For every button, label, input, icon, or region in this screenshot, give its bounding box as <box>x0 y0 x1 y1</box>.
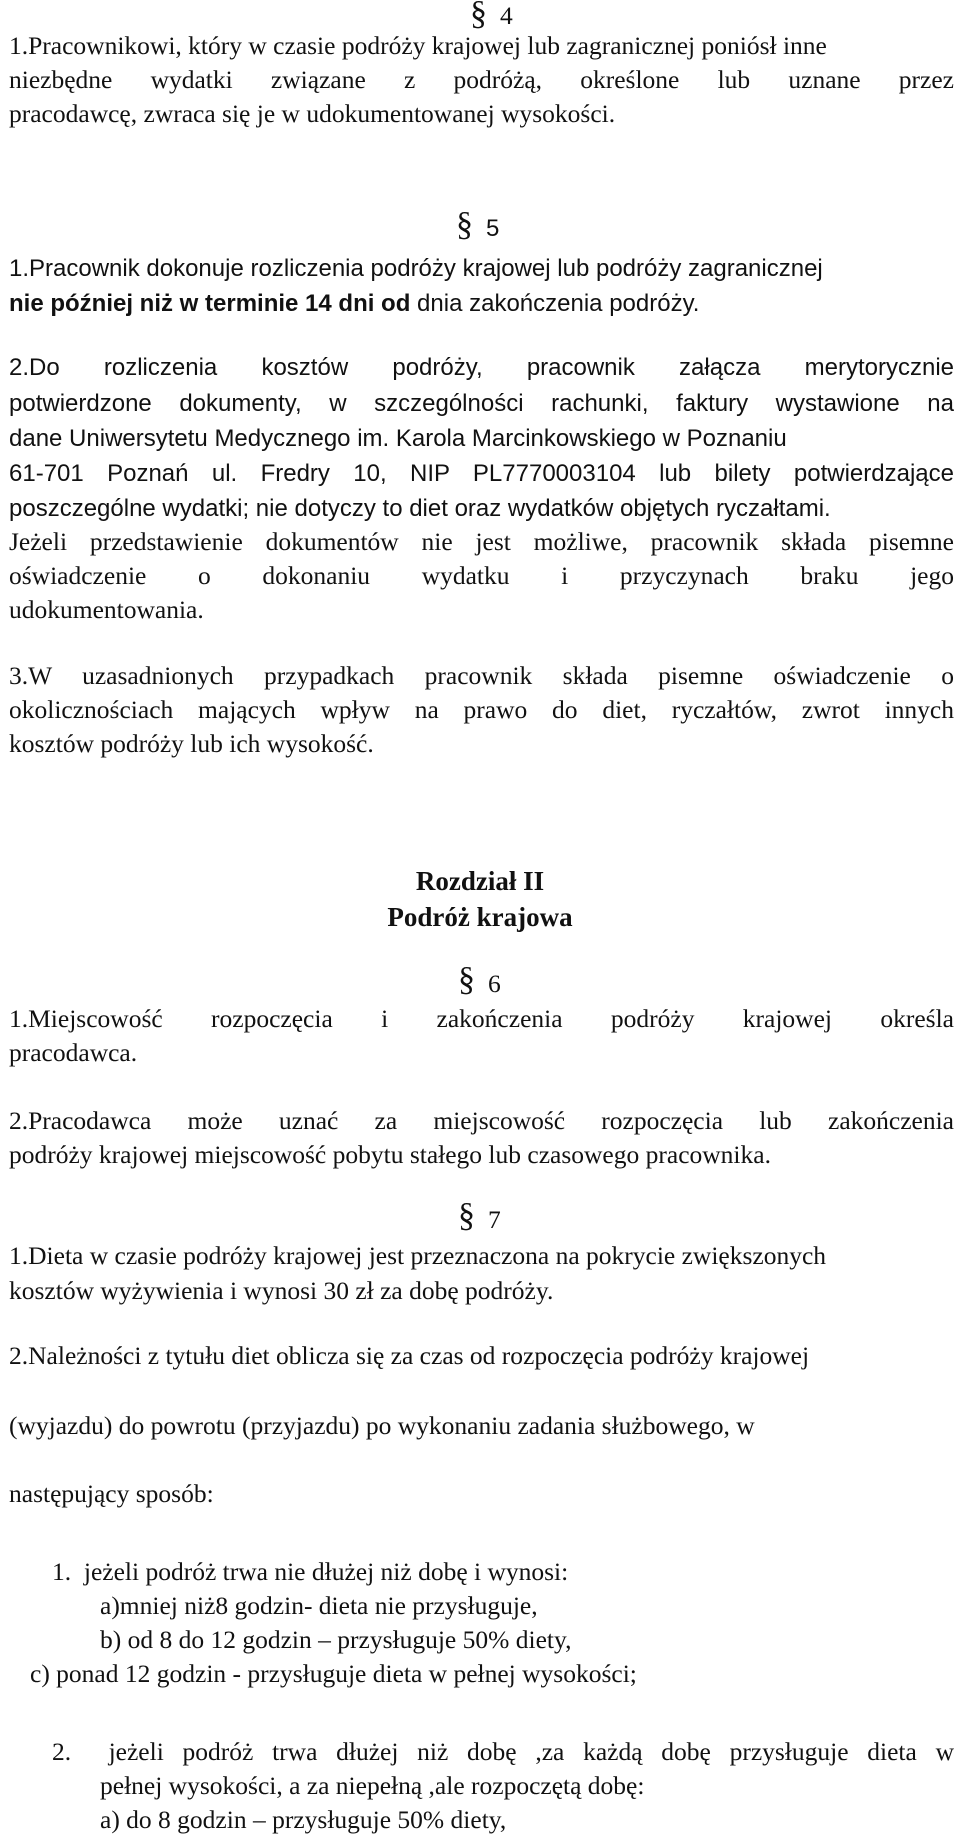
section-mark: § <box>458 1197 475 1234</box>
list-subitem: c) ponad 12 godzin - przysługuje dieta w pełnej wysokości; <box>30 1659 637 1688</box>
list-subitem: a)mniej niż8 godzin- dieta nie przysługuje, <box>100 1591 538 1620</box>
paragraph-line: oświadczenie o dokonaniu wydatku i przyczynach braku jego <box>9 561 954 590</box>
section-number: 7 <box>488 1205 501 1234</box>
paragraph-line <box>9 288 954 320</box>
section-number: 5 <box>486 215 500 242</box>
paragraph-line: niezbędne wydatki związane z podróżą, określone lub uznane przez <box>9 65 954 94</box>
deadline-emphasis: nie później niż w terminie 14 dni od <box>9 290 411 317</box>
paragraph-line: udokumentowania. <box>9 595 204 624</box>
paragraph-line: kosztów wyżywienia i wynosi 30 zł za dobę podróży. <box>9 1276 554 1305</box>
paragraph-line: poszczególne wydatki; nie dotyczy to diet oraz wydatków objętych ryczałtami. <box>9 495 831 522</box>
list-subitem: pełnej wysokości, a za niepełną ,ale rozpoczętą dobę: <box>100 1771 645 1800</box>
paragraph-line: dane Uniwersytetu Medycznego im. Karola Marcinkowskiego w Poznaniu <box>9 425 787 452</box>
paragraph-line: 1.Dieta w czasie podróży krajowej jest przeznaczona na pokrycie zwiększonych <box>9 1241 827 1270</box>
paragraph-line: 2.Do rozliczenia kosztów podróży, pracownik załącza merytorycznie <box>9 354 954 381</box>
list-subitem: a) do 8 godzin – przysługuje 50% diety, <box>100 1805 507 1834</box>
list-item: 1. jeżeli podróż trwa nie dłużej niż dobę i wynosi: <box>52 1557 569 1586</box>
paragraph-line: 61-701 Poznań ul. Fredry 10, NIP PL7770003104 lub bilety potwierdzające <box>9 460 954 487</box>
paragraph-line: następujący sposób: <box>9 1479 214 1508</box>
section-number: 6 <box>488 969 501 998</box>
section-mark: § <box>456 206 473 243</box>
list-subitem: b) od 8 do 12 godzin – przysługuje 50% diety, <box>100 1625 572 1654</box>
paragraph-line: 2.Pracodawca może uznać za miejscowość rozpoczęcia lub zakończenia <box>9 1106 954 1135</box>
section-mark: § <box>458 961 475 998</box>
paragraph-line: 1.Miejscowość rozpoczęcia i zakończenia podróży krajowej określa <box>9 1004 954 1033</box>
section-number: 4 <box>500 1 513 30</box>
paragraph-text: dnia zakończenia podróży. <box>410 290 700 317</box>
section-mark: § <box>470 0 487 32</box>
paragraph-line: 1.Pracownik dokonuje rozliczenia podróży krajowej lub podróży zagranicznej <box>9 255 823 282</box>
chapter-title: Rozdział II <box>415 866 545 896</box>
paragraph-line: Jeżeli przedstawienie dokumentów nie jest możliwe, pracownik składa pisemne <box>9 527 954 556</box>
paragraph-line: pracodawca. <box>9 1038 138 1067</box>
paragraph-line: pracodawcę, zwraca się je w udokumentowanej wysokości. <box>9 99 616 128</box>
paragraph-line: kosztów podróży lub ich wysokość. <box>9 729 374 758</box>
paragraph-line: 2.Należności z tytułu diet oblicza się za czas od rozpoczęcia podróży krajowej <box>9 1341 810 1370</box>
paragraph-line: 3.W uzasadnionych przypadkach pracownik składa pisemne oświadczenie o <box>9 661 954 690</box>
list-item: 2. jeżeli podróż trwa dłużej niż dobę ,za każdą dobę przysługuje dieta w <box>52 1737 954 1766</box>
paragraph-line: podróży krajowej miejscowość pobytu stałego lub czasowego pracownika. <box>9 1140 771 1169</box>
chapter-subtitle: Podróż krajowa <box>387 902 573 932</box>
paragraph-line: potwierdzone dokumenty, w szczególności rachunki, faktury wystawione na <box>9 390 954 417</box>
paragraph-line: 1.Pracownikowi, który w czasie podróży krajowej lub zagranicznej poniósł inne <box>9 31 827 60</box>
paragraph-line: okolicznościach mających wpływ na prawo do diet, ryczałtów, zwrot innych <box>9 695 954 724</box>
paragraph-line: (wyjazdu) do powrotu (przyjazdu) po wykonaniu zadania służbowego, w <box>9 1411 755 1440</box>
